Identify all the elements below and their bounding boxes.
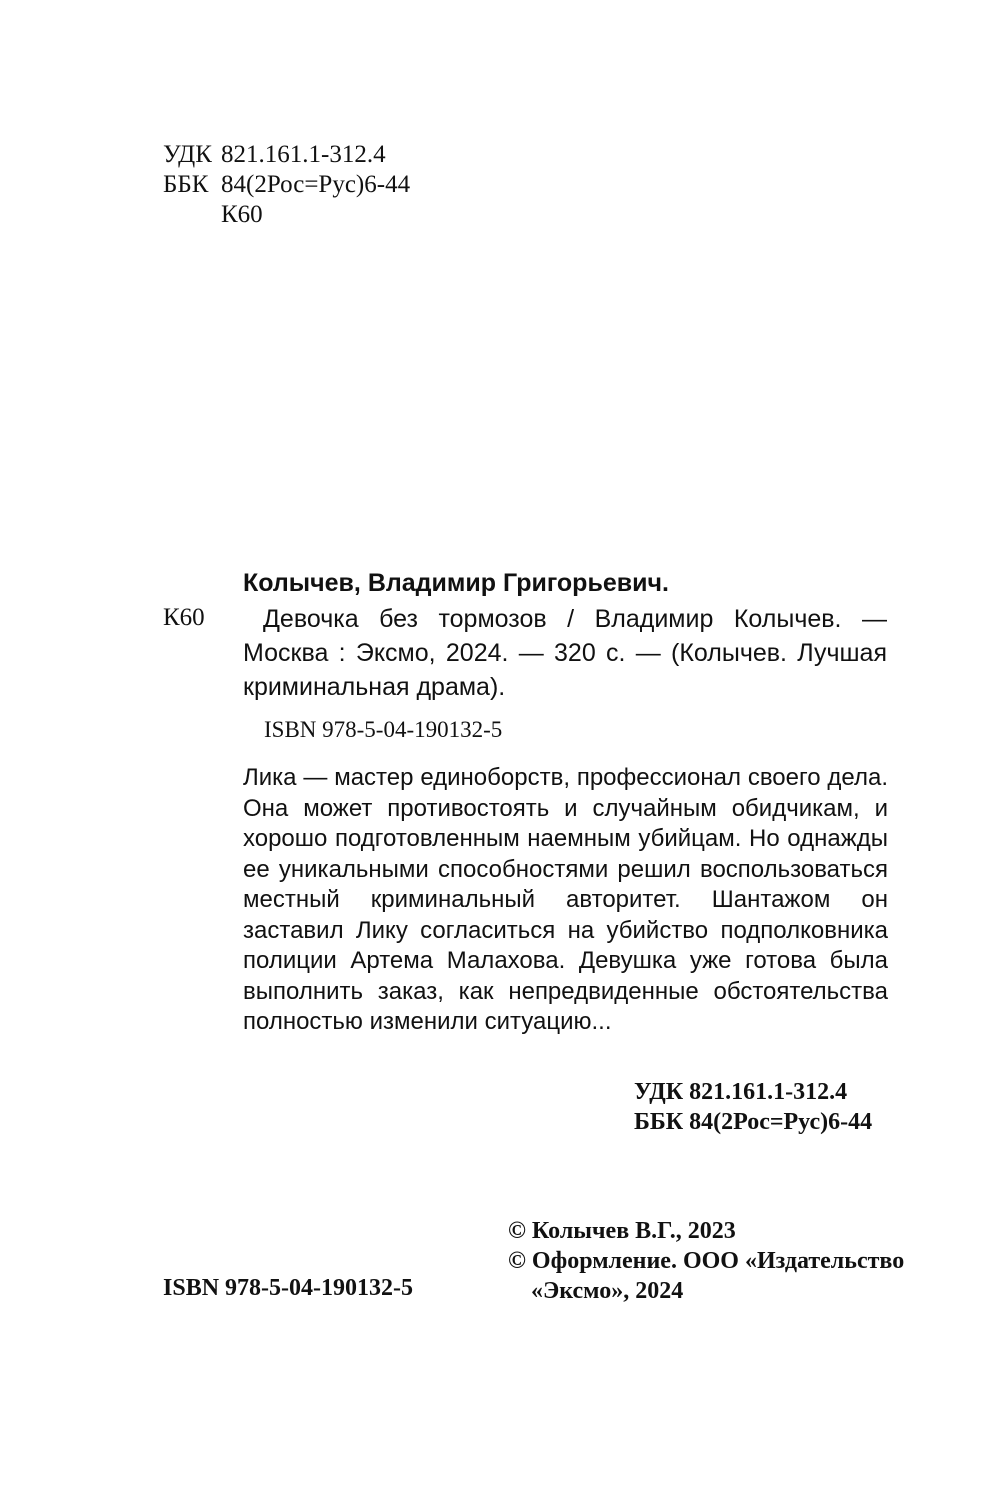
title-line-1: Девочка без тормозов / Владимир Колычев. —	[263, 605, 887, 633]
copyright-publisher: «Эксмо», 2024	[531, 1278, 684, 1304]
udk-bottom: УДК 821.161.1-312.4	[634, 1079, 848, 1105]
author-sign: К60	[163, 604, 205, 631]
author-sign-top: К60	[221, 201, 263, 228]
author-heading: Колычев, Владимир Григорьевич.	[243, 569, 669, 597]
isbn-bottom: ISBN 978-5-04-190132-5	[163, 1275, 413, 1301]
title-line-3: криминальная драма).	[243, 673, 506, 701]
classification-block-bottom	[634, 1077, 872, 1137]
udk-label: УДК	[163, 141, 212, 168]
copyright-design: © Оформление. ООО «Издательство	[508, 1248, 905, 1274]
bbk-line	[163, 170, 410, 200]
bbk-label: ББК	[163, 171, 209, 198]
bbk-bottom: ББК 84(2Рос=Рус)6-44	[634, 1109, 873, 1135]
udk-line	[163, 140, 410, 170]
copyright-block	[508, 1216, 904, 1306]
title-line-2: Москва : Эксмо, 2024. — 320 с. — (Колычев. Лучшая	[243, 639, 887, 667]
copyright-author: © Колычев В.Г., 2023	[508, 1218, 736, 1244]
isbn-record: ISBN 978-5-04-190132-5	[264, 717, 503, 742]
bbk-value: 84(2Рос=Рус)6-44	[221, 171, 411, 198]
classification-block-top	[163, 140, 410, 230]
author-sign-top-line	[163, 200, 410, 230]
udk-value: 821.161.1-312.4	[221, 141, 386, 168]
annotation: Лика — мастер единоборств, профессионал своего дела. Она может противостоять и случайным обидчикам, и хорошо подготовленным наемным убийцам. Но однажды ее уникальными способностями решил воспользоваться местный криминальный авторитет. Шантажом он заставил Лику согласиться на убийство подполковника полиции Артема Малахова. Девушка уже готова была выполнить заказ, как непредвиденные обстоятельства полностью изменили ситуацию...	[243, 764, 888, 1035]
